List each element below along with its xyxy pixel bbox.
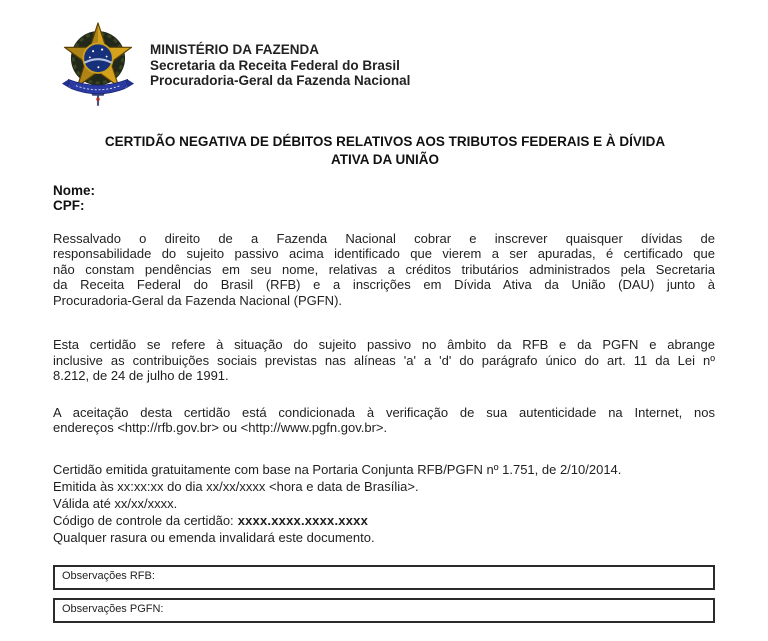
- paragraph-line: Ressalvado o direito de a Fazenda Nacional cobrar e inscrever quaisquer dívidas de: [53, 230, 715, 246]
- paragraph-line: inclusive as contribuições sociais previstas nas alíneas 'a' a 'd' do parágrafo único do art. 11 da Lei nº: [53, 352, 715, 368]
- paragraph-scope: [53, 337, 715, 384]
- paragraph-line: Procuradoria-Geral da Fazenda Nacional (PGFN).: [53, 292, 343, 308]
- secretariat-name: Secretaria da Receita Federal do Brasil: [150, 57, 400, 73]
- document-header: [53, 22, 717, 110]
- paragraph-line: da Receita Federal do Brasil (RFB) e a inscrições em Dívida Ativa da União (DAU) junto à: [53, 277, 715, 293]
- title-line-1: CERTIDÃO NEGATIVA DE DÉBITOS RELATIVOS AOS TRIBUTOS FEDERAIS E À DÍVIDA: [104, 134, 666, 149]
- paragraph-authenticity: [53, 405, 715, 436]
- control-code-label: Código de controle da certidão:: [53, 512, 234, 528]
- warning-line: Qualquer rasura ou emenda invalidará este documento.: [53, 529, 375, 545]
- control-code-line: [53, 512, 717, 529]
- identification-block: [53, 184, 717, 214]
- paragraph-reservation: [53, 231, 715, 309]
- paragraph-line: não constam pendências em seu nome, relativas a créditos tributários administrados pela Secretaria: [53, 261, 715, 277]
- paragraph-line: 8.212, de 24 de julho de 1991.: [53, 368, 229, 384]
- brazil-coat-of-arms-icon: [57, 22, 139, 110]
- valid-until-line: Válida até xx/xx/xxxx.: [53, 495, 178, 511]
- issuance-block: [53, 461, 717, 546]
- document-title: [53, 133, 717, 169]
- emitted-line: Emitida às xx:xx:xx do dia xx/xx/xxxx <hora e data de Brasília>.: [53, 478, 419, 494]
- agency-block: [150, 42, 410, 89]
- cpf-label: CPF:: [53, 197, 85, 213]
- portaria-line: Certidão emitida gratuitamente com base na Portaria Conjunta RFB/PGFN nº 1.751, de 2/10/2014.: [53, 461, 622, 477]
- observations-pgfn-label: Observações PGFN:: [62, 602, 164, 615]
- ministry-name: MINISTÉRIO DA FAZENDA: [150, 42, 320, 57]
- paragraph-line: A aceitação desta certidão está condicionada à verificação de sua autenticidade na Internet, nos: [53, 404, 715, 420]
- observations-rfb-box: [53, 565, 715, 590]
- paragraph-line: responsabilidade do sujeito passivo acima identificado que vierem a ser apuradas, é certificado que: [53, 246, 715, 262]
- observations-pgfn-box: [53, 598, 715, 623]
- paragraph-line: Esta certidão se refere à situação do sujeito passivo no âmbito da RFB e da PGFN e abrange: [53, 337, 715, 353]
- title-line-2: ATIVA DA UNIÃO: [331, 152, 439, 167]
- paragraph-line: endereços <http://rfb.gov.br> ou <http://www.pgfn.gov.br>.: [53, 420, 388, 436]
- observations-rfb-label: Observações RFB:: [62, 569, 155, 582]
- control-code-value: xxxx.xxxx.xxxx.xxxx: [237, 512, 369, 528]
- attorney-general-name: Procuradoria-Geral da Fazenda Nacional: [150, 73, 411, 88]
- name-label: Nome:: [53, 183, 96, 198]
